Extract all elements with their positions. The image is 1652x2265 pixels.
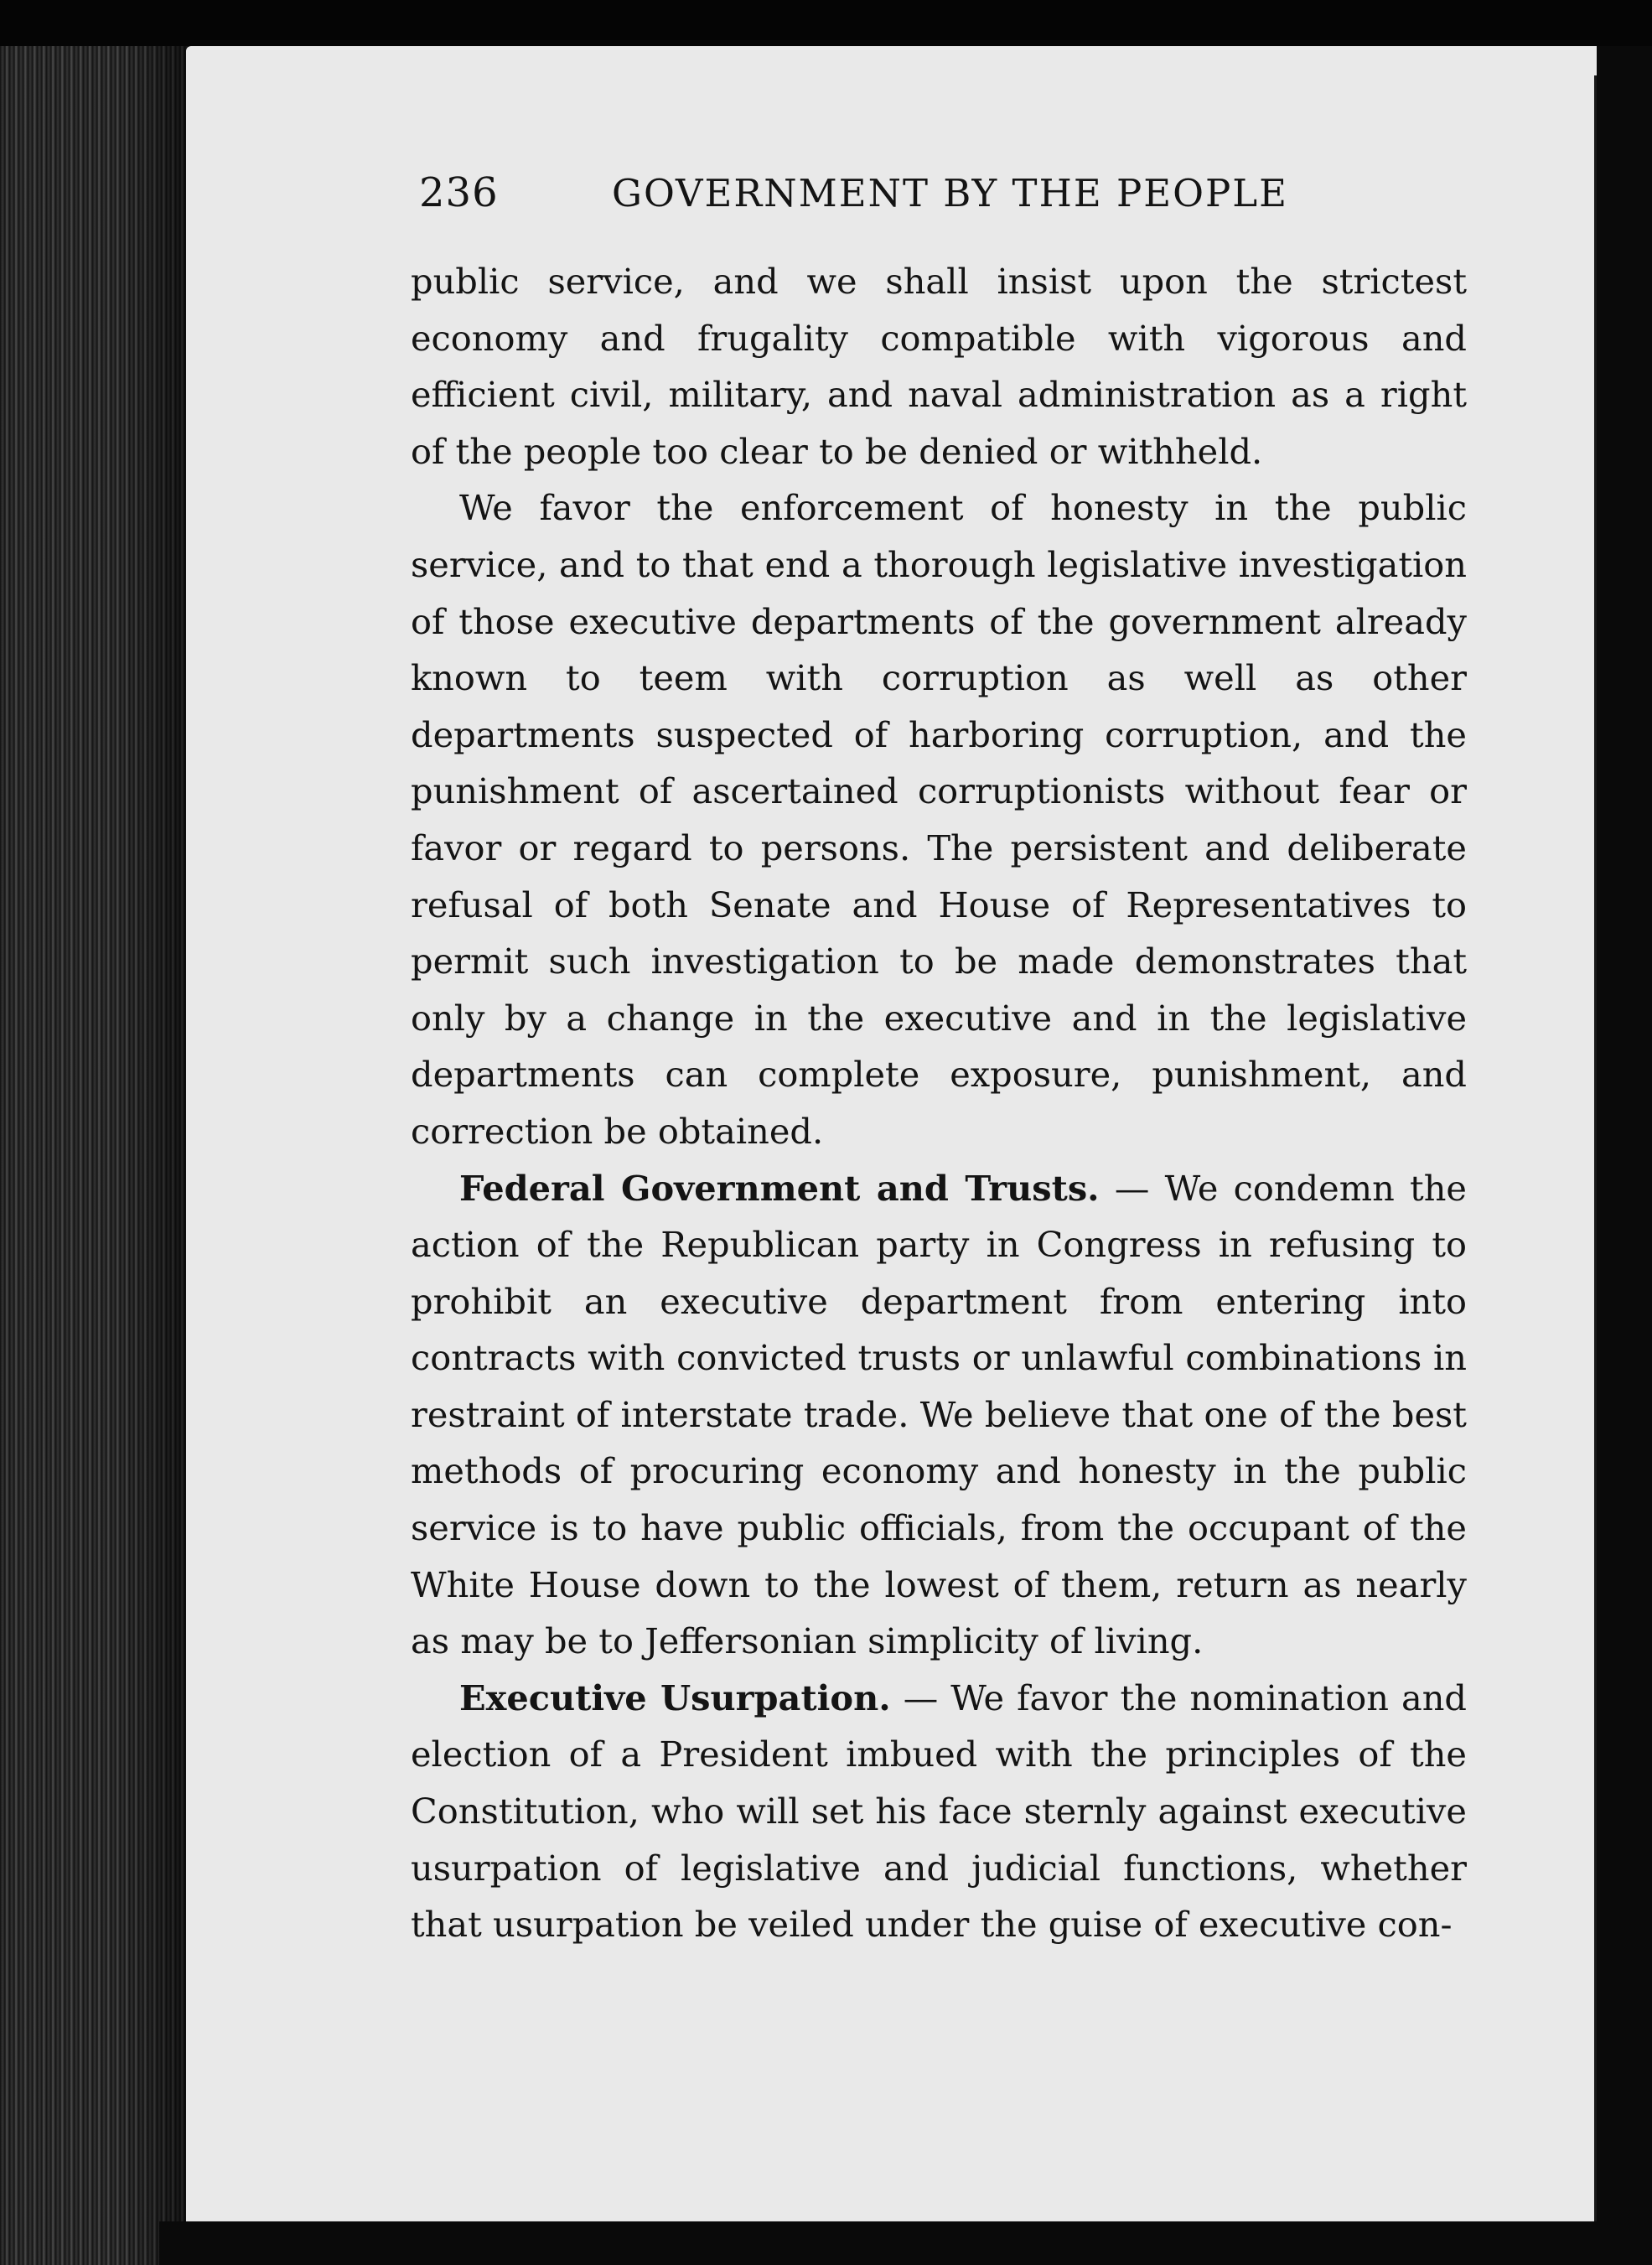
paragraph (411, 1160, 1467, 1670)
section-heading: Federal Government and Trusts. (459, 1167, 1100, 1209)
paragraph-text: — We condemn the action of the Republican party in Congress in refusing to prohibit an executive department from entering into contracts with convicted trusts or unlawful combinations in restraint of interstate trade. We believe that one of the best methods of procuring economy and honesty in the public service is to have public officials, from the occupant of the White House down to the lowest of them, return as nearly as may be to Jeffersonian simplicity of living. (411, 1167, 1467, 1662)
paragraph-text: — We favor the nomination and election of a President imbued with the principles of the Constitution, who will set his face sternly against executive usurpation of legislative and judicial functions, whether that usurpation be veiled under the guise of executive con- (411, 1677, 1467, 1946)
running-title: GOVERNMENT BY THE PEOPLE (612, 171, 1289, 215)
section-heading: Executive Usurpation. (459, 1677, 891, 1718)
page-header (419, 169, 1291, 228)
right-margin-dark (1597, 46, 1652, 2265)
paragraph (411, 253, 1467, 479)
bottom-margin-dark (159, 2221, 1652, 2265)
paragraph (411, 479, 1467, 1159)
paragraph-text: We favor the enforcement of honesty in the public service, and to that end a thorough legislative investigation of those executive departments of the government already known to teem with corruption as well as other departments suspected of harboring corruption, and the punishment of ascertained corruptionists without fear or favor or regard to persons. The persistent and deliberate refusal of both Senate and House of Representatives to permit such investigation to be made demonstrates that only by a change in the executive and in the legislative departments can complete exposure, punishment, and correction be obtained. (411, 487, 1467, 1152)
paragraph (411, 1670, 1467, 1953)
page-number: 236 (419, 169, 499, 216)
body-text (411, 253, 1467, 1953)
spine-shadow (126, 46, 193, 2265)
paragraph-text: public service, and we shall insist upon the strictest economy and frugality compatible with vigorous and efficient civil, military, and naval administration as a right of the people too clear to be denied or withheld. (411, 261, 1467, 472)
